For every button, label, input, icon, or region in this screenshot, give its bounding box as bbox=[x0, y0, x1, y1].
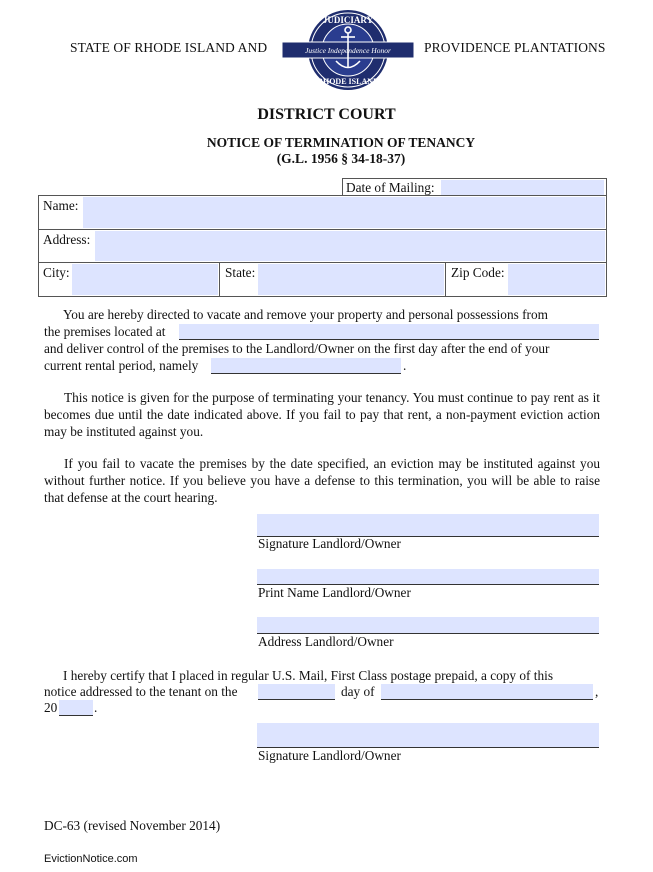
date-of-mailing-label: Date of Mailing: bbox=[346, 180, 435, 195]
landlord-print-name-label: Print Name Landlord/Owner bbox=[258, 585, 411, 600]
landlord-address-label: Address Landlord/Owner bbox=[258, 634, 394, 649]
rental-period-end-field[interactable] bbox=[211, 358, 401, 374]
p1-line3: and deliver control of the premises to the Landlord/Owner on the first day after the end of your bbox=[44, 341, 550, 356]
certify-signature-field[interactable] bbox=[257, 723, 599, 748]
divider bbox=[445, 263, 446, 296]
statute-citation: (G.L. 1956 § 34-18-37) bbox=[276, 151, 406, 166]
zip-field[interactable] bbox=[508, 264, 605, 295]
certify-line2-b: day of bbox=[341, 684, 375, 699]
city-field[interactable] bbox=[72, 264, 218, 295]
premises-address-field[interactable] bbox=[179, 324, 599, 340]
address-label: Address: bbox=[43, 232, 91, 247]
certify-line3-a: 20 bbox=[44, 700, 58, 715]
tenant-info-box bbox=[38, 195, 607, 297]
seal-motto-text: Justice Independence Honor bbox=[305, 46, 391, 55]
landlord-print-name-field[interactable] bbox=[257, 569, 599, 585]
name-row bbox=[39, 196, 606, 230]
certify-line3-b: . bbox=[94, 700, 98, 715]
name-label: Name: bbox=[43, 198, 79, 213]
city-state-zip-row bbox=[39, 263, 606, 296]
p1-end: . bbox=[403, 358, 407, 373]
seal-bottom-text: RHODE ISLAND bbox=[317, 77, 379, 86]
certify-line2-c: , bbox=[595, 684, 599, 699]
landlord-signature-field[interactable] bbox=[257, 514, 599, 537]
landlord-address-field[interactable] bbox=[257, 617, 599, 634]
city-label: City: bbox=[43, 265, 70, 280]
p1-line1: You are hereby directed to vacate and remove your property and personal possessions from bbox=[63, 307, 548, 322]
form-id: DC-63 (revised November 2014) bbox=[44, 818, 221, 833]
state-field[interactable] bbox=[258, 264, 444, 295]
zip-label: Zip Code: bbox=[451, 265, 505, 280]
header-right: PROVIDENCE PLANTATIONS bbox=[424, 40, 606, 55]
date-of-mailing-field[interactable] bbox=[441, 180, 604, 195]
certify-line1: I hereby certify that I placed in regular U.S. Mail, First Class postage prepaid, a copy of this bbox=[63, 668, 554, 683]
mail-date-month-field[interactable] bbox=[381, 684, 593, 700]
name-field[interactable] bbox=[83, 197, 605, 228]
p1-line2: the premises located at bbox=[44, 324, 166, 339]
header-left: STATE OF RHODE ISLAND AND bbox=[70, 40, 268, 55]
mail-date-day-field[interactable] bbox=[258, 684, 335, 700]
paragraph-3: If you fail to vacate the premises by the date specified, an eviction may be instituted against you without further notice. If you believe you have a defense to this termination, you will be able to raise that defense at the court hearing. bbox=[44, 456, 600, 505]
landlord-signature-label: Signature Landlord/Owner bbox=[258, 536, 401, 551]
judiciary-seal bbox=[282, 8, 414, 92]
source-watermark: EvictionNotice.com bbox=[44, 853, 138, 865]
paragraph-2: This notice is given for the purpose of terminating your tenancy. You must continue to pay rent as it becomes due until the date indicated above. If you fail to pay that rent, a non-payment eviction action may be instituted against you. bbox=[44, 390, 600, 439]
p1-line4: current rental period, namely bbox=[44, 358, 199, 373]
certify-line2-a: notice addressed to the tenant on the bbox=[44, 684, 238, 699]
form-title: NOTICE OF TERMINATION OF TENANCY bbox=[206, 135, 476, 150]
divider bbox=[219, 263, 220, 296]
state-label: State: bbox=[225, 265, 256, 280]
address-field[interactable] bbox=[95, 231, 605, 261]
address-row bbox=[39, 230, 606, 263]
date-of-mailing-box bbox=[342, 178, 607, 196]
mail-date-year-field[interactable] bbox=[59, 700, 93, 716]
seal-top-text: JUDICIARY bbox=[322, 15, 374, 25]
certify-signature-label: Signature Landlord/Owner bbox=[258, 748, 401, 763]
court-title: DISTRICT COURT bbox=[257, 106, 396, 123]
